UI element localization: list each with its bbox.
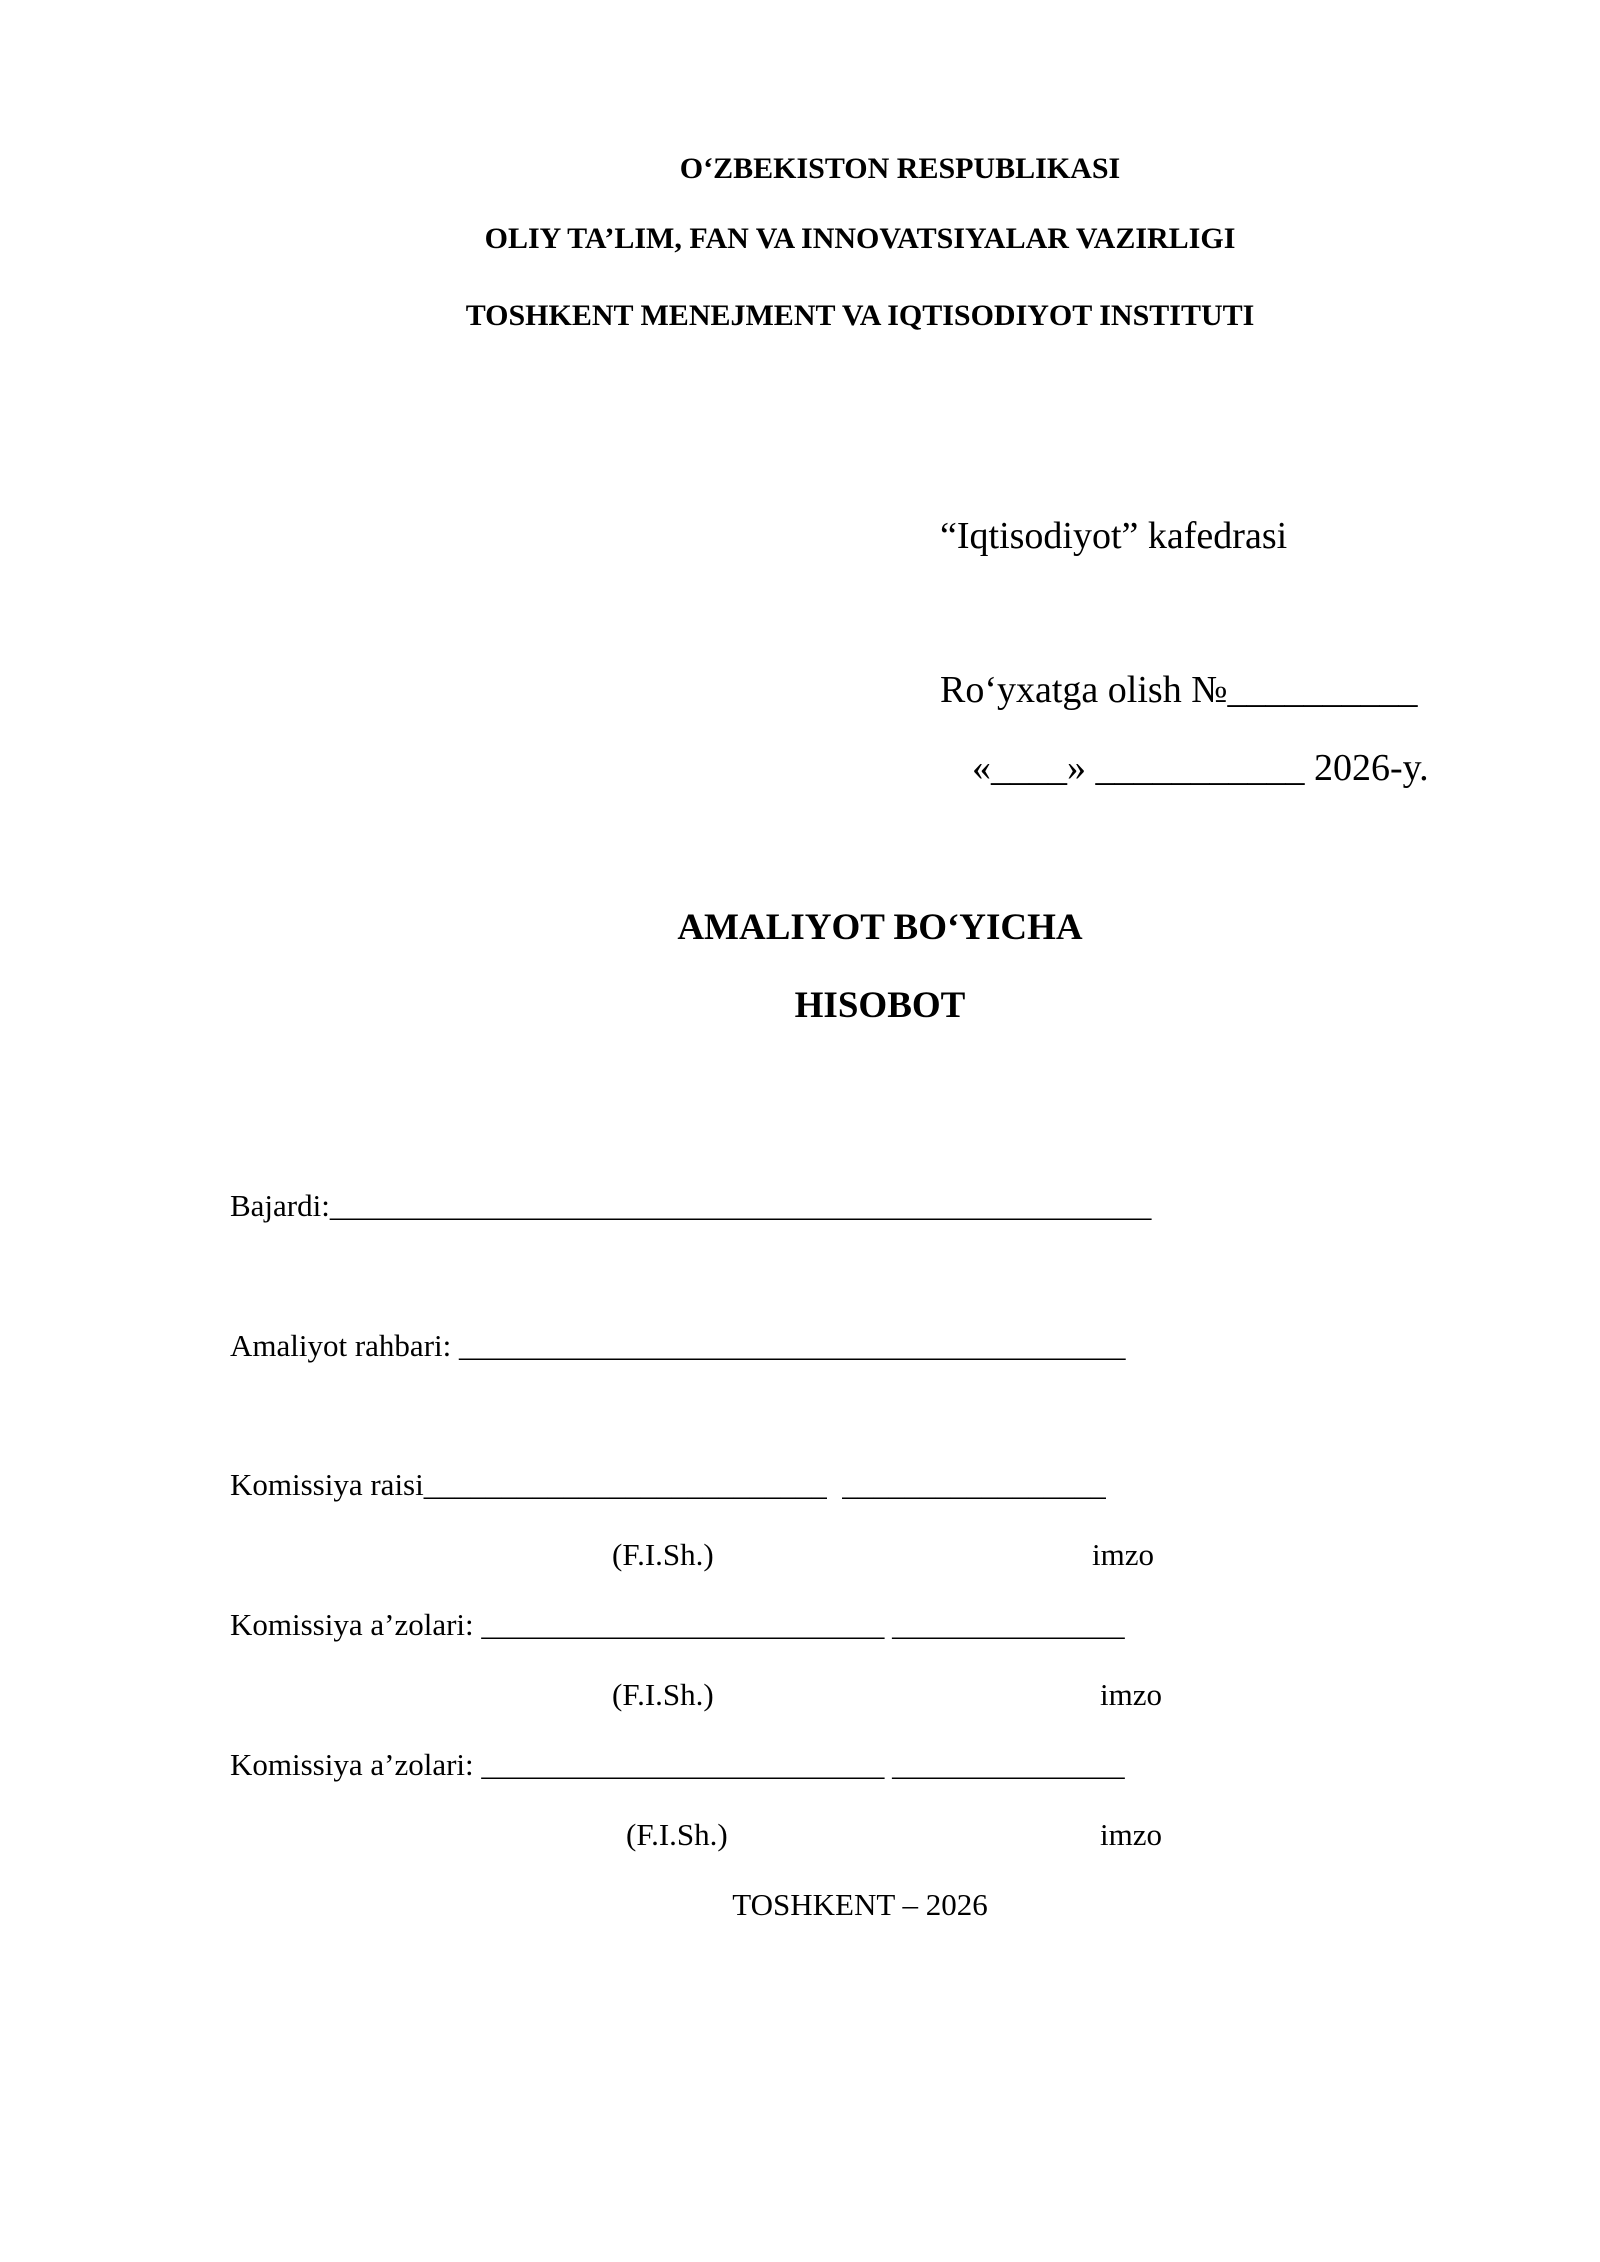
member1-name-caption: (F.I.Sh.)	[612, 1677, 714, 1712]
chair-sign-caption: imzo	[1092, 1537, 1154, 1572]
commission-member-line-1: Komissiya a’zolari: __________________________ _______________	[230, 1607, 1125, 1642]
report-title-line1: AMALIYOT BO‘YICHA	[677, 907, 1083, 948]
report-title-line2: HISOBOT	[794, 985, 966, 1026]
performer-line: Bajardi:_____________________________________________________	[230, 1188, 1152, 1223]
commission-member-line-2: Komissiya a’zolari: __________________________ _______________	[230, 1747, 1125, 1782]
member1-sign-caption: imzo	[1100, 1677, 1162, 1712]
header-republic: O‘ZBEKISTON RESPUBLIKASI	[679, 152, 1121, 185]
department-name: “Iqtisodiyot” kafedrasi	[940, 515, 1288, 557]
member2-name-caption: (F.I.Sh.)	[626, 1817, 728, 1852]
chair-name-caption: (F.I.Sh.)	[612, 1537, 714, 1572]
header-institute: TOSHKENT MENEJMENT VA IQTISODIYOT INSTITUTI	[465, 299, 1255, 332]
commission-chair-line: Komissiya raisi__________________________ _________________	[230, 1467, 1106, 1502]
registration-date: «____» ___________ 2026-y.	[972, 747, 1429, 789]
member2-sign-caption: imzo	[1100, 1817, 1162, 1852]
registration-number: Ro‘yxatga olish №__________	[940, 669, 1418, 711]
header-ministry: OLIY TA’LIM, FAN VA INNOVATSIYALAR VAZIRLIGI	[484, 222, 1236, 255]
supervisor-line: Amaliyot rahbari: ___________________________________________	[230, 1328, 1126, 1363]
footer-city-year: TOSHKENT – 2026	[732, 1887, 988, 1922]
